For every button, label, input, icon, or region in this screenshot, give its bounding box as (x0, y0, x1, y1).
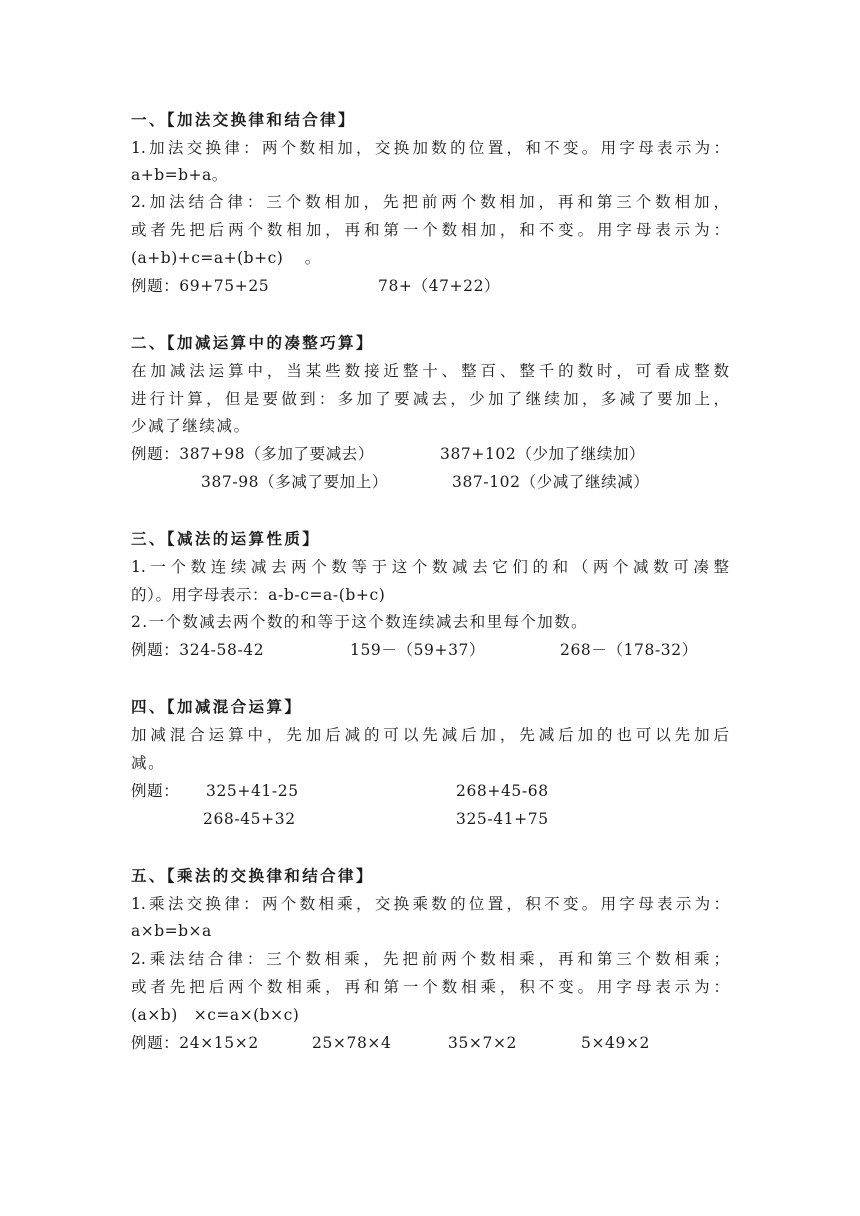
section-3-example-1: 例题：324-58-42 (131, 641, 265, 659)
section-5-example-4: 5×49×2 (581, 1034, 651, 1052)
section-4-line-1: 加减混合运算中，先加后减的可以先减后加，先减后加的也可以先加后 (131, 726, 729, 744)
section-1-line-2: a+b=b+a。 (131, 166, 228, 184)
section-5-line-5: (a×b) ×c=a×(b×c) (131, 1006, 300, 1024)
section-2-heading: 二、【加减运算中的凑整巧算】 (131, 333, 374, 352)
section-2-line-2: 进行计算，但是要做到：多加了要减去，少加了继续加，多减了要加上， (131, 390, 729, 408)
section-1-example-1: 例题：69+75+25 (131, 277, 270, 295)
section-5-line-3: 2.乘法结合律：三个数相乘，先把前两个数相乘，再和第三个数相乘； (131, 950, 729, 968)
section-4-example-4: 325-41+75 (456, 810, 549, 828)
section-4-example-1: 325+41-25 (206, 782, 299, 800)
section-2-example-4: 387-102（少减了继续减） (452, 473, 650, 491)
section-4-example-2: 268+45-68 (456, 782, 549, 800)
section-4-example-label: 例题： (131, 782, 180, 800)
section-3-line-3: 2.一个数减去两个数的和等于这个数连续减去和里每个加数。 (131, 613, 588, 631)
section-5-heading: 五、【乘法的交换律和结合律】 (131, 866, 374, 885)
section-5-example-3: 35×7×2 (448, 1034, 518, 1052)
section-1-heading: 一、【加法交换律和结合律】 (131, 110, 356, 129)
section-2-line-3: 少减了继续减。 (131, 417, 251, 435)
section-4-example-3: 268-45+32 (203, 810, 296, 828)
section-3-example-3: 268－（178-32） (560, 641, 698, 659)
section-1-example-2: 78+（47+22） (378, 277, 501, 295)
section-1-line-3: 2.加法结合律：三个数相加，先把前两个数相加，再和第三个数相加， (131, 193, 729, 211)
section-1-line-4: 或者先把后两个数相加，再和第一个数相加，和不变。用字母表示为： (131, 221, 729, 239)
section-2-example-2: 387+102（少加了继续加） (440, 445, 646, 463)
section-3-line-2: 的）。用字母表示：a-b-c=a-(b+c) (131, 586, 386, 604)
section-5-line-1: 1.乘法交换律：两个数相乘，交换乘数的位置，积不变。用字母表示为： (131, 895, 729, 913)
section-3-line-1: 1.一个数连续减去两个数等于这个数减去它们的和（两个减数可凑整 (131, 558, 729, 576)
section-3-example-2: 159－（59+37） (350, 641, 486, 659)
section-4-heading: 四、【加减混合运算】 (131, 697, 303, 716)
section-1-line-5: (a+b)+c=a+(b+c) 。 (131, 249, 321, 267)
section-2-line-1: 在加减法运算中，当某些数接近整十、整百、整千的数时，可看成整数 (131, 362, 729, 380)
section-5-example-2: 25×78×4 (312, 1034, 392, 1052)
section-5-line-4: 或者先把后两个数相乘，再和第一个数相乘，积不变。用字母表示为： (131, 978, 729, 996)
section-5-line-2: a×b=b×a (131, 922, 212, 940)
section-5-example-1: 例题：24×15×2 (131, 1034, 259, 1052)
section-2-example-1: 例题：387+98（多加了要减去） (131, 445, 374, 463)
section-4-line-2: 减。 (131, 754, 166, 772)
section-2-example-3: 387-98（多减了要加上） (201, 473, 388, 491)
section-1-line-1: 1.加法交换律：两个数相加，交换加数的位置，和不变。用字母表示为： (131, 139, 729, 157)
section-3-heading: 三、【减法的运算性质】 (131, 529, 321, 548)
